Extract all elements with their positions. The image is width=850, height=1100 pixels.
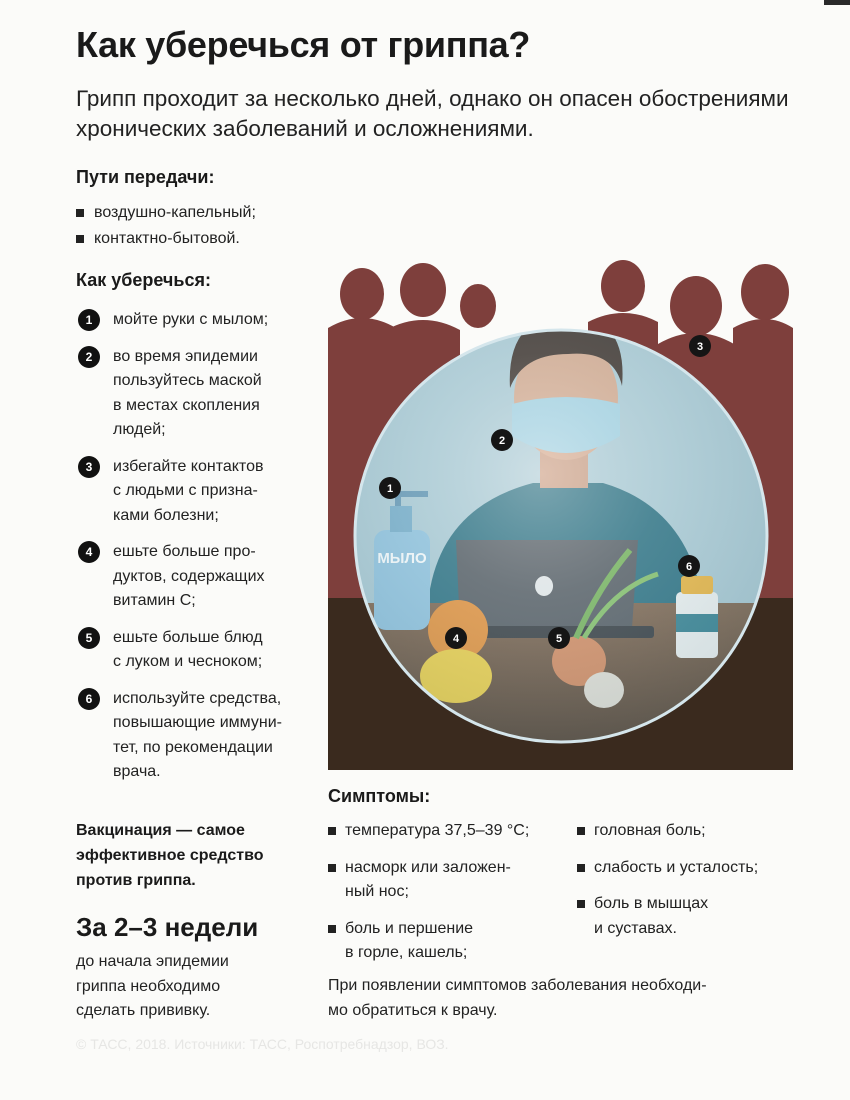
page-title: Как уберечься от гриппа? [76, 24, 531, 65]
marker-4: 4 [452, 633, 460, 645]
square-bullet-icon [577, 900, 585, 908]
prevention-step: 2 во время эпидемии пользуйтесь маской в местах скопления людей; [78, 345, 328, 443]
symptoms-heading: Симптомы: [328, 786, 431, 806]
square-bullet-icon [577, 864, 585, 872]
transmission-list [76, 200, 256, 252]
scan-corner-mark [824, 0, 850, 5]
symptom-item: слабость и усталость; [577, 856, 797, 881]
step-number-badge: 1 [78, 309, 100, 331]
doctor-advice: При появлении симптомов заболевания необходи- мо обратиться к врачу. [328, 977, 707, 1019]
source-footer: © ТАСС, 2018. Источники: ТАСС, Роспотребнадзор, ВОЗ. [76, 1036, 449, 1052]
step-number-badge: 6 [78, 688, 100, 710]
symptom-item: боль и першение в горле, кашель; [328, 917, 574, 966]
vaccination-note: до начала эпидемии гриппа необходимо сделать прививку. [76, 953, 229, 1019]
symptom-item: головная боль; [577, 819, 797, 844]
square-bullet-icon [76, 209, 84, 217]
prevention-step: 1 мойте руки с мылом; [78, 308, 328, 333]
symptom-item: температура 37,5–39 °С; [328, 819, 574, 844]
marker-1: 1 [386, 483, 394, 495]
transmission-item: воздушно-капельный; [76, 200, 256, 226]
marker-5: 5 [555, 633, 563, 645]
prevention-heading: Как уберечься: [76, 270, 211, 290]
vaccination-statement: Вакцинация — самое эффективное средство против гриппа. [76, 822, 264, 889]
prevention-step: 4 ешьте больше про- дуктов, содержащих витамин С; [78, 540, 328, 614]
vaccination-timing: За 2–3 недели [76, 912, 259, 942]
marker-3: 3 [696, 341, 704, 353]
prevention-step: 5 ешьте больше блюд с луком и чесноком; [78, 626, 328, 675]
symptoms-list-left [328, 819, 574, 978]
step-number-badge: 3 [78, 456, 100, 478]
step-number-badge: 2 [78, 346, 100, 368]
prevention-steps [78, 308, 328, 797]
square-bullet-icon [76, 235, 84, 243]
transmission-item: контактно-бытовой. [76, 226, 256, 252]
step-number-badge: 4 [78, 541, 100, 563]
marker-2: 2 [498, 435, 506, 447]
square-bullet-icon [328, 925, 336, 933]
transmission-heading: Пути передачи: [76, 167, 215, 187]
step-number-badge: 5 [78, 627, 100, 649]
flu-protection-illustration [328, 258, 793, 770]
page-subtitle: Грипп проходит за несколько дней, однако он опасен обострениями хронических заболеваний и осложнениями. [76, 86, 789, 141]
symptom-item: насморк или заложен- ный нос; [328, 856, 574, 905]
symptom-item: боль в мышцах и суставах. [577, 892, 797, 941]
square-bullet-icon [328, 864, 336, 872]
prevention-step: 6 используйте средства, повышающие иммуни- тет, по рекомендации врача. [78, 687, 328, 785]
prevention-step: 3 избегайте контактов с людьми с призна- ками болезни; [78, 455, 328, 529]
square-bullet-icon [328, 827, 336, 835]
symptoms-list-right [577, 819, 797, 953]
square-bullet-icon [577, 827, 585, 835]
marker-6: 6 [685, 561, 693, 573]
